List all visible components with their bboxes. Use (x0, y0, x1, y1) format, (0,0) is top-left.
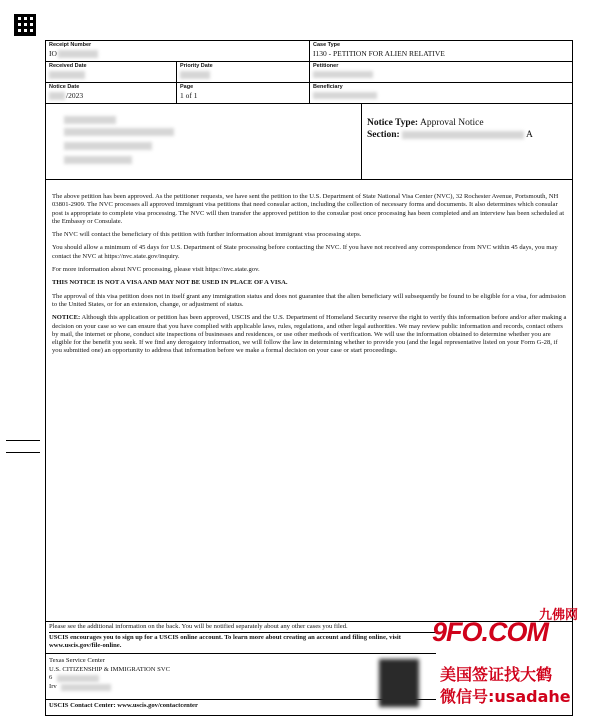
receipt-number-cell: Receipt Number IO (46, 41, 310, 62)
visa-warning: THIS NOTICE IS NOT A VISA AND MAY NOT BE USED IN PLACE OF A VISA. (52, 279, 288, 287)
service-center-address: Texas Service Center U.S. CITIZENSHIP & IMMIGRATION SVC 6 Irv (49, 657, 171, 690)
notice-sheet (45, 40, 573, 716)
stamp-image (379, 659, 419, 707)
notice-body (52, 193, 568, 361)
priority-date-cell: Priority Date (177, 62, 310, 83)
paragraph-notice: NOTICE: Although this application or petition has been approved, USCIS and the U.S. Department of Homeland Security reserve the right to verify this information before and/or after making a decision on your case so we can ensure that you have complied with applicable laws, rules, regulations, and other legal authorities. We may review public information and records, contact others by mail, the internet or phone, conduct site inspections of businesses and residences, or use other methods of verification. We will use the information obtained to determine whether you are eligible for the benefit you seek. If we find any derogatory information, we will follow the law in determining whether to provide you (and the legal representative listed on your Form G-28, if you submitted one) an opportunity to address that information before we make a formal decision on your case or start proceedings. (52, 314, 567, 355)
page-cell: Page 1 of 1 (177, 83, 310, 104)
watermark-top: 九佛网 (538, 607, 578, 622)
watermark-brand: 9FO.COM (432, 617, 549, 647)
watermark-line1: 美国签证找大鹤 (440, 665, 553, 684)
contact-center: USCIS Contact Center: www.uscis.gov/contactcenter (49, 702, 198, 709)
petitioner-cell: Petitioner (310, 62, 573, 83)
paragraph-approval: The approval of this visa petition does not in itself grant any immigration status and does not guarantee that the alien beneficiary will subsequently be found to be eligible for a visa, for admission to the United States, or for an extension, change, or adjustment of status. (52, 292, 566, 308)
notice-date-cell: Notice Date /2023 (46, 83, 177, 104)
watermark-line2: 微信号:usadahe (440, 687, 571, 706)
barcode-icon (15, 15, 35, 35)
received-date-cell: Received Date (46, 62, 177, 83)
paragraph-more-info: For more information about NVC processing, please visit https://nvc.state.gov. (52, 266, 260, 274)
paragraph-45-days: You should allow a minimum of 45 days for U.S. Department of State processing before contacting the NVC. If you have not received any correspondence from NVC within 45 days, you may contact the NVC at https://nvc.state.gov/inquiry. (52, 244, 558, 260)
paragraph-contact: The NVC will contact the beneficiary of this petition with further information about immigrant visa processing steps. (52, 231, 362, 239)
beneficiary-cell: Beneficiary (310, 83, 573, 104)
notice-type-value: Approval Notice (419, 118, 484, 128)
footer-note: Please see the additional information on the back. You will be notified separately about any other cases you filed. USCIS encourages you to sign up for a USCIS online account. To learn more about creating an account and filing online, visit www.uscis.gov/file-online. (49, 623, 439, 650)
case-type-cell: Case Type I130 - PETITION FOR ALIEN RELATIVE (310, 41, 573, 62)
paragraph-nvc: The above petition has been approved. As the petitioner requests, we have sent the petition to the U.S. Department of State National Visa Center (NVC), 32 Rochester Avenue, Portsmouth, NH 03801-2909. The NVC processes all approved immigrant visa petitions that need consular action, including the collection of necessary forms and documents. It also determines which consular post is appropriate to complete visa processing. The NVC will then transfer the approved petition to the consular post once processing has been completed and an interview has been scheduled at the Embassy or Consulate. (52, 193, 565, 225)
address-block (46, 104, 362, 180)
notice-type-block: Notice Type: Approval Notice Section: A (362, 104, 573, 180)
